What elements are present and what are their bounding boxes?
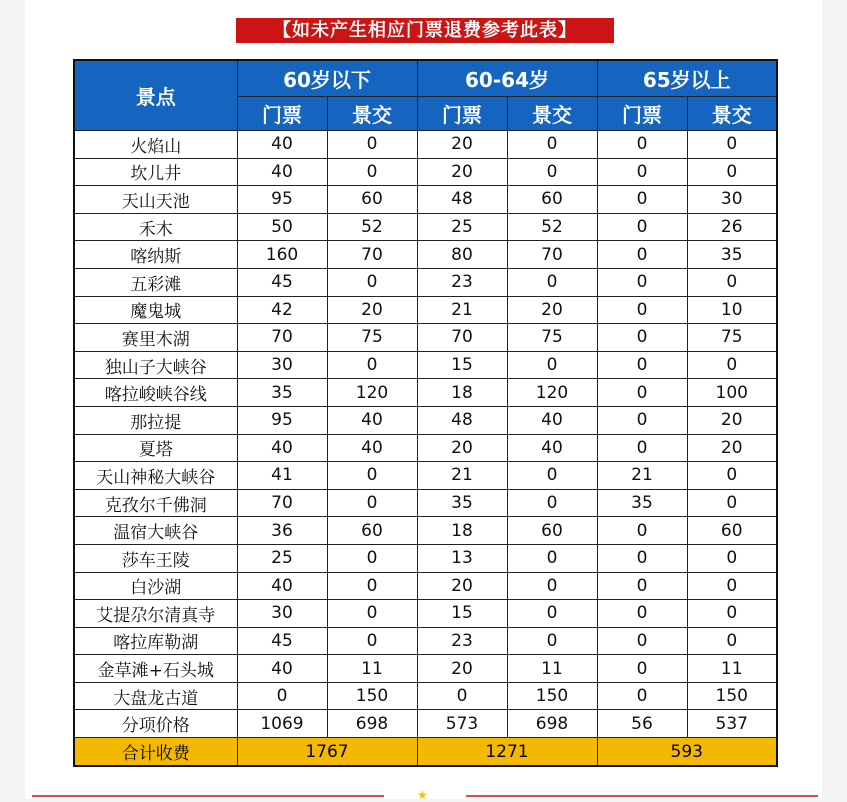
ticket-price-cell: 80 xyxy=(417,241,507,269)
ticket-price-cell: 0 xyxy=(597,213,687,241)
ticket-price-cell: 0 xyxy=(597,682,687,710)
transport-price-cell: 0 xyxy=(507,462,597,490)
scenic-spot-name: 喀拉峻峡谷线 xyxy=(74,379,237,407)
table-row xyxy=(74,655,777,683)
ticket-price-cell: 0 xyxy=(597,186,687,214)
ticket-price-cell: 42 xyxy=(237,296,327,324)
transport-price-cell: 0 xyxy=(327,131,417,159)
transport-price-cell: 75 xyxy=(507,324,597,352)
ticket-price-cell: 1069 xyxy=(237,710,327,738)
transport-price-cell: 40 xyxy=(327,434,417,462)
header-group-over-65: 65岁以上 xyxy=(597,60,777,97)
table-row xyxy=(74,517,777,545)
ticket-price-cell: 40 xyxy=(237,158,327,186)
table-row xyxy=(74,572,777,600)
scenic-spot-name: 火焰山 xyxy=(74,131,237,159)
transport-price-cell: 75 xyxy=(687,324,777,352)
scenic-spot-name: 天山神秘大峡谷 xyxy=(74,462,237,490)
transport-price-cell: 0 xyxy=(687,627,777,655)
ticket-price-cell: 0 xyxy=(597,655,687,683)
scenic-spot-name: 分项价格 xyxy=(74,710,237,738)
transport-price-cell: 0 xyxy=(327,572,417,600)
ticket-price-cell: 0 xyxy=(597,241,687,269)
scenic-spot-name: 赛里木湖 xyxy=(74,324,237,352)
ticket-price-cell: 0 xyxy=(597,351,687,379)
transport-price-cell: 0 xyxy=(687,489,777,517)
transport-price-cell: 0 xyxy=(327,600,417,628)
scenic-spot-name: 五彩滩 xyxy=(74,268,237,296)
scenic-spot-name: 艾提尕尔清真寺 xyxy=(74,600,237,628)
table-row xyxy=(74,351,777,379)
star-icon: ★ xyxy=(417,788,428,802)
ticket-price-cell: 23 xyxy=(417,627,507,655)
divider-left xyxy=(32,795,384,797)
transport-price-cell: 11 xyxy=(327,655,417,683)
ticket-price-cell: 15 xyxy=(417,351,507,379)
transport-price-cell: 0 xyxy=(507,268,597,296)
table-row xyxy=(74,213,777,241)
scenic-spot-name: 那拉提 xyxy=(74,406,237,434)
divider-right xyxy=(466,795,818,797)
transport-price-cell: 52 xyxy=(327,213,417,241)
ticket-price-cell: 35 xyxy=(597,489,687,517)
table-row xyxy=(74,406,777,434)
table-row xyxy=(74,241,777,269)
ticket-price-cell: 20 xyxy=(417,572,507,600)
ticket-price-cell: 21 xyxy=(417,462,507,490)
ticket-price-cell: 15 xyxy=(417,600,507,628)
ticket-price-cell: 45 xyxy=(237,268,327,296)
ticket-price-cell: 40 xyxy=(237,434,327,462)
scenic-spot-name: 禾木 xyxy=(74,213,237,241)
scenic-spot-name: 独山子大峡谷 xyxy=(74,351,237,379)
transport-price-cell: 40 xyxy=(327,406,417,434)
ticket-price-cell: 95 xyxy=(237,186,327,214)
ticket-price-cell: 20 xyxy=(417,655,507,683)
ticket-price-cell: 48 xyxy=(417,406,507,434)
transport-price-cell: 60 xyxy=(327,517,417,545)
header-group-60-64: 60-64岁 xyxy=(417,60,597,97)
ticket-price-cell: 0 xyxy=(237,682,327,710)
refund-fee-table xyxy=(73,59,778,767)
transport-price-cell: 698 xyxy=(327,710,417,738)
transport-price-cell: 150 xyxy=(327,682,417,710)
header-transport: 景交 xyxy=(507,97,597,131)
ticket-price-cell: 0 xyxy=(597,572,687,600)
ticket-price-cell: 70 xyxy=(237,324,327,352)
ticket-price-cell: 50 xyxy=(237,213,327,241)
transport-price-cell: 0 xyxy=(327,351,417,379)
ticket-price-cell: 35 xyxy=(417,489,507,517)
ticket-price-cell: 0 xyxy=(597,268,687,296)
ticket-price-cell: 0 xyxy=(597,296,687,324)
ticket-price-cell: 20 xyxy=(417,434,507,462)
transport-price-cell: 150 xyxy=(687,682,777,710)
table-row xyxy=(74,158,777,186)
transport-price-cell: 60 xyxy=(687,517,777,545)
transport-price-cell: 0 xyxy=(507,131,597,159)
ticket-price-cell: 20 xyxy=(417,158,507,186)
transport-price-cell: 0 xyxy=(327,544,417,572)
ticket-price-cell: 48 xyxy=(417,186,507,214)
header-group-under-60: 60岁以下 xyxy=(237,60,417,97)
ticket-price-cell: 56 xyxy=(597,710,687,738)
transport-price-cell: 0 xyxy=(687,572,777,600)
scenic-spot-name: 金草滩+石头城 xyxy=(74,655,237,683)
transport-price-cell: 150 xyxy=(507,682,597,710)
table-row xyxy=(74,268,777,296)
table-row xyxy=(74,710,777,738)
ticket-price-cell: 25 xyxy=(237,544,327,572)
ticket-price-cell: 36 xyxy=(237,517,327,545)
scenic-spot-name: 大盘龙古道 xyxy=(74,682,237,710)
transport-price-cell: 0 xyxy=(327,268,417,296)
transport-price-cell: 60 xyxy=(507,186,597,214)
ticket-price-cell: 0 xyxy=(597,544,687,572)
transport-price-cell: 75 xyxy=(327,324,417,352)
transport-price-cell: 20 xyxy=(507,296,597,324)
header-ticket: 门票 xyxy=(597,97,687,131)
ticket-price-cell: 18 xyxy=(417,517,507,545)
transport-price-cell: 20 xyxy=(687,406,777,434)
transport-price-cell: 0 xyxy=(507,572,597,600)
table-row xyxy=(74,434,777,462)
total-60-64: 1271 xyxy=(417,738,597,767)
ticket-price-cell: 160 xyxy=(237,241,327,269)
table-row xyxy=(74,489,777,517)
transport-price-cell: 0 xyxy=(327,462,417,490)
transport-price-cell: 20 xyxy=(687,434,777,462)
table-row xyxy=(74,324,777,352)
scenic-spot-name: 克孜尔千佛洞 xyxy=(74,489,237,517)
refund-banner: 【如未产生相应门票退费参考此表】 xyxy=(236,18,614,43)
total-row xyxy=(74,738,777,767)
table-row xyxy=(74,627,777,655)
table-row xyxy=(74,186,777,214)
ticket-price-cell: 95 xyxy=(237,406,327,434)
table-row xyxy=(74,682,777,710)
transport-price-cell: 120 xyxy=(507,379,597,407)
ticket-price-cell: 21 xyxy=(417,296,507,324)
transport-price-cell: 11 xyxy=(507,655,597,683)
ticket-price-cell: 40 xyxy=(237,131,327,159)
transport-price-cell: 0 xyxy=(327,158,417,186)
transport-price-cell: 35 xyxy=(687,241,777,269)
ticket-price-cell: 0 xyxy=(597,434,687,462)
transport-price-cell: 100 xyxy=(687,379,777,407)
scenic-spot-name: 白沙湖 xyxy=(74,572,237,600)
ticket-price-cell: 573 xyxy=(417,710,507,738)
transport-price-cell: 0 xyxy=(507,544,597,572)
transport-price-cell: 0 xyxy=(687,600,777,628)
ticket-price-cell: 0 xyxy=(597,324,687,352)
ticket-price-cell: 13 xyxy=(417,544,507,572)
scenic-spot-name: 天山天池 xyxy=(74,186,237,214)
transport-price-cell: 0 xyxy=(327,489,417,517)
ticket-price-cell: 0 xyxy=(597,158,687,186)
header-scenic-spot: 景点 xyxy=(74,60,237,131)
transport-price-cell: 52 xyxy=(507,213,597,241)
scenic-spot-name: 温宿大峡谷 xyxy=(74,517,237,545)
table-row xyxy=(74,462,777,490)
transport-price-cell: 0 xyxy=(507,627,597,655)
ticket-price-cell: 30 xyxy=(237,351,327,379)
table-row xyxy=(74,379,777,407)
transport-price-cell: 0 xyxy=(507,158,597,186)
transport-price-cell: 60 xyxy=(507,517,597,545)
transport-price-cell: 0 xyxy=(327,627,417,655)
transport-price-cell: 30 xyxy=(687,186,777,214)
scenic-spot-name: 喀纳斯 xyxy=(74,241,237,269)
transport-price-cell: 0 xyxy=(507,351,597,379)
scenic-spot-name: 夏塔 xyxy=(74,434,237,462)
ticket-price-cell: 70 xyxy=(237,489,327,517)
transport-price-cell: 11 xyxy=(687,655,777,683)
transport-price-cell: 0 xyxy=(507,489,597,517)
transport-price-cell: 0 xyxy=(507,600,597,628)
transport-price-cell: 0 xyxy=(687,544,777,572)
transport-price-cell: 70 xyxy=(507,241,597,269)
ticket-price-cell: 23 xyxy=(417,268,507,296)
transport-price-cell: 40 xyxy=(507,434,597,462)
ticket-price-cell: 35 xyxy=(237,379,327,407)
ticket-price-cell: 40 xyxy=(237,655,327,683)
total-under-60: 1767 xyxy=(237,738,417,767)
scenic-spot-name: 喀拉库勒湖 xyxy=(74,627,237,655)
transport-price-cell: 698 xyxy=(507,710,597,738)
table-row xyxy=(74,600,777,628)
scenic-spot-name: 莎车王陵 xyxy=(74,544,237,572)
total-over-65: 593 xyxy=(597,738,777,767)
transport-price-cell: 120 xyxy=(327,379,417,407)
transport-price-cell: 0 xyxy=(687,462,777,490)
ticket-price-cell: 18 xyxy=(417,379,507,407)
ticket-price-cell: 21 xyxy=(597,462,687,490)
transport-price-cell: 20 xyxy=(327,296,417,324)
transport-price-cell: 0 xyxy=(687,351,777,379)
table-row xyxy=(74,131,777,159)
transport-price-cell: 70 xyxy=(327,241,417,269)
transport-price-cell: 0 xyxy=(687,158,777,186)
header-transport: 景交 xyxy=(327,97,417,131)
ticket-price-cell: 0 xyxy=(597,131,687,159)
ticket-price-cell: 0 xyxy=(597,379,687,407)
table-body xyxy=(74,131,777,738)
header-transport: 景交 xyxy=(687,97,777,131)
header-ticket: 门票 xyxy=(417,97,507,131)
ticket-price-cell: 20 xyxy=(417,131,507,159)
ticket-price-cell: 0 xyxy=(597,600,687,628)
ticket-price-cell: 40 xyxy=(237,572,327,600)
scenic-spot-name: 坎儿井 xyxy=(74,158,237,186)
table-row xyxy=(74,296,777,324)
ticket-price-cell: 45 xyxy=(237,627,327,655)
transport-price-cell: 60 xyxy=(327,186,417,214)
ticket-price-cell: 25 xyxy=(417,213,507,241)
table-row xyxy=(74,544,777,572)
transport-price-cell: 0 xyxy=(687,131,777,159)
ticket-price-cell: 70 xyxy=(417,324,507,352)
ticket-price-cell: 0 xyxy=(597,406,687,434)
transport-price-cell: 0 xyxy=(687,268,777,296)
transport-price-cell: 40 xyxy=(507,406,597,434)
transport-price-cell: 537 xyxy=(687,710,777,738)
transport-price-cell: 10 xyxy=(687,296,777,324)
ticket-price-cell: 0 xyxy=(597,517,687,545)
ticket-price-cell: 41 xyxy=(237,462,327,490)
scenic-spot-name: 魔鬼城 xyxy=(74,296,237,324)
transport-price-cell: 26 xyxy=(687,213,777,241)
ticket-price-cell: 0 xyxy=(417,682,507,710)
ticket-price-cell: 30 xyxy=(237,600,327,628)
ticket-price-cell: 0 xyxy=(597,627,687,655)
total-label: 合计收费 xyxy=(74,738,237,767)
header-row-groups xyxy=(74,60,777,97)
header-ticket: 门票 xyxy=(237,97,327,131)
